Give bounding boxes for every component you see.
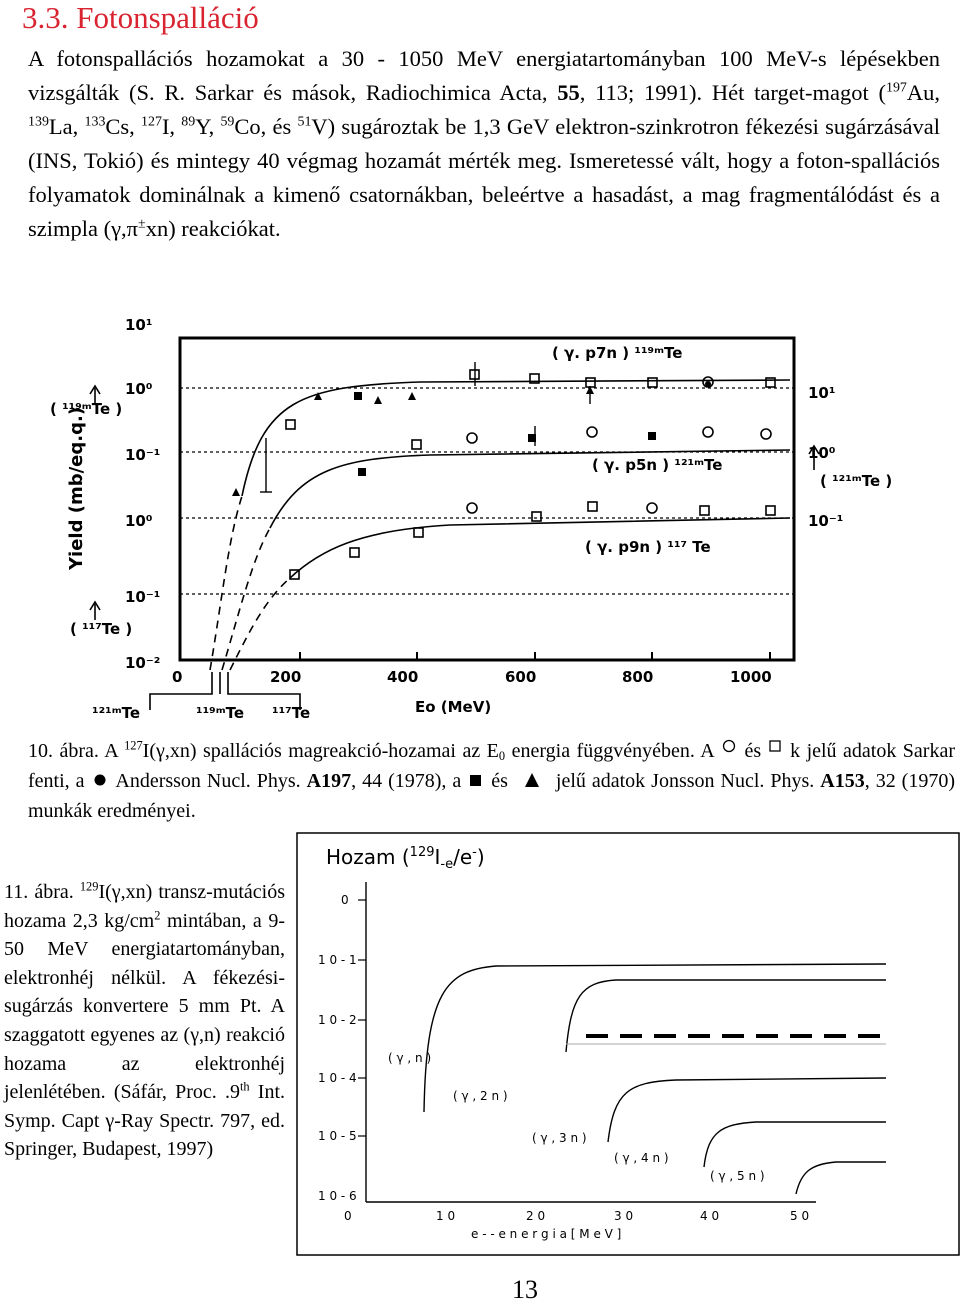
x-tick-label: 1 0 (436, 1209, 456, 1223)
y-tick-label: 10⁰ (808, 444, 836, 462)
x-tick-label: 0 (172, 668, 183, 686)
yield-curve-gamma-2n (566, 980, 886, 1052)
section-number: 3.3. (22, 0, 69, 35)
data-point-square (412, 440, 421, 449)
y-tick-label: 1 0 - 6 (318, 1189, 357, 1203)
x-axis-title: e - - e n e r g i a [ M e V ] (471, 1227, 622, 1241)
y-tick-label: 0 (341, 893, 349, 907)
data-point-circle (703, 427, 713, 437)
yield-curve-gamma-4n (704, 1122, 886, 1167)
superscript: th (239, 1079, 250, 1094)
extrapolation-curve (230, 578, 290, 670)
intro-text: A fotonspallációs hozamokat a 30 - 1050 MeV energiatartományban 100 MeV-s lépésekben vizsgálták (S. R. Sarkar és mások, Radiochimica Acta, (28, 46, 940, 105)
data-point-square (588, 502, 597, 511)
caption-text: , 44 (1978), a (351, 770, 468, 792)
data-point-triangle (374, 396, 382, 404)
mass-number: 127 (124, 738, 143, 753)
data-point-square (648, 378, 657, 387)
caption-text: mintában, a 9-50 MeV energiatartományban, elektronhéj nélkül. A fékezési-sugárzás konvertere 5 mm Pt. A szaggatott egyenes az (γ,n) reakció hozama az elektronhéj jelenlétében. (Sáfár, Proc. .9 (4, 909, 285, 1104)
yield-curve-gamma-3n (608, 1078, 886, 1142)
data-point-square (350, 548, 359, 557)
mass-number: 51 (297, 114, 312, 130)
x-tick-label: 600 (505, 668, 537, 686)
yield-curve-gamma-5n (796, 1162, 886, 1194)
x-tick-label: 2 0 (526, 1209, 546, 1223)
data-point-circle (647, 503, 657, 513)
intro-paragraph (28, 42, 940, 246)
figure-10-caption (28, 736, 955, 826)
figure-11-title: Hozam $(^{129}I_{-e}/e^-)$ (326, 845, 485, 872)
y-tick-label: 10⁰ (125, 512, 153, 530)
left-series-label: ( ¹¹⁷Te ) (70, 620, 133, 638)
data-point-triangle (232, 488, 240, 496)
figure-10 (0, 300, 960, 730)
y-tick-label: 10⁻¹ (125, 446, 161, 464)
fit-curve-te119 (242, 380, 790, 496)
plus-minus-sup: ± (138, 216, 146, 232)
y-tick-label: 1 0 - 1 (318, 953, 357, 967)
y-tick-label: 10⁻¹ (808, 512, 844, 530)
intro-text: xn) reakciókat. (145, 216, 281, 241)
volume-number: A153 (820, 770, 865, 792)
x-axis-title: Eo (MeV) (415, 698, 492, 716)
caption-text: energia függvényében. A (505, 740, 721, 762)
extrapolation-curve (222, 528, 270, 670)
superscript: 2 (154, 907, 161, 922)
section-title: Fotonspalláció (76, 0, 259, 35)
data-point-circle (467, 503, 477, 513)
mass-number: 127 (141, 114, 162, 130)
data-point-square (766, 506, 775, 515)
caption-text: , 32 (1970) munkák eredményei. (28, 770, 955, 822)
mass-number: 129 (79, 879, 99, 894)
caption-text: 10. ábra. A (28, 740, 125, 762)
curve-label: ( γ , 4 n ) (614, 1151, 669, 1165)
x-tick-label: 1000 (730, 668, 772, 686)
x-tick-label: 400 (387, 668, 419, 686)
element: V) (311, 114, 336, 139)
curve-label: ( γ , n ) (388, 1051, 432, 1065)
data-point-triangle (408, 392, 416, 400)
open-square-symbol (768, 739, 784, 753)
caption-text: I(γ,xn) transz-mutációs hozama 2,3 kg/cm (4, 881, 285, 932)
curve-label: ( γ , 5 n ) (710, 1169, 765, 1183)
data-point-filled-square (358, 468, 366, 476)
caption-text: Andersson Nucl. Phys. (110, 770, 307, 792)
y-tick-label: 10¹ (125, 316, 153, 334)
figure-11-caption (4, 878, 285, 1164)
caption-text: és (485, 770, 514, 792)
intro-text: sugároztak be 1,3 GeV elektron-szinkrotron fékezési sugárzásával (INS, Tokió) és mintegy 40 végmag hozamát mérték meg. Ismeretessé vált, hogy a foton-spallációs folyamatok dominálnak a kimenő csatornákban, beleértve a hasadást, a mag fragmentálódást és a szimpla (γ,π (28, 114, 941, 241)
threshold-label: ¹¹⁷Te (272, 704, 311, 722)
mass-number: 59 (220, 114, 235, 130)
x-tick-label: 0 (344, 1209, 352, 1223)
element: Y, (195, 114, 221, 139)
x-tick-label: 4 0 (700, 1209, 720, 1223)
right-series-label: ( ¹²¹ᵐTe ) (820, 472, 893, 490)
filled-triangle-symbol (514, 772, 550, 788)
x-tick-label: 5 0 (790, 1209, 810, 1223)
y-axis-title: Yield (mb/eq.q.) (66, 406, 87, 570)
x-tick-label: 800 (622, 668, 654, 686)
curve-label: ( γ , 3 n ) (532, 1131, 587, 1145)
data-point-filled-square (354, 392, 362, 400)
data-point-filled-circle (705, 381, 711, 387)
series-label: ( γ. p9n ) ¹¹⁷ Te (585, 538, 711, 556)
extrapolation-curve (210, 496, 242, 670)
figure-11 (296, 832, 960, 1256)
data-point-filled-square (648, 432, 656, 440)
element: La, (48, 114, 85, 139)
y-tick-label: 10⁰ (125, 380, 153, 398)
mass-number: 197 (885, 80, 907, 96)
data-point-circle (587, 427, 597, 437)
data-point-square (532, 512, 541, 521)
volume-number: A197 (306, 770, 352, 792)
y-tick-label: 10⁻¹ (125, 588, 161, 606)
data-point-square (700, 506, 709, 515)
data-point-circle (761, 429, 771, 439)
data-point-circle (467, 433, 477, 443)
caption-text: I(γ,xn) spallációs magreakció-hozamai az E (142, 740, 499, 762)
element: Cs, (105, 114, 142, 139)
mass-number: 139 (28, 114, 49, 130)
x-tick-label: 3 0 (614, 1209, 634, 1223)
volume-number: 55 (557, 80, 580, 105)
element: Co, és (234, 114, 298, 139)
y-tick-label: 10⁻² (125, 654, 161, 672)
y-tick-label: 1 0 - 4 (318, 1071, 357, 1085)
x-tick-label: 200 (270, 668, 302, 686)
subscript: 0 (498, 749, 506, 764)
filled-circle-symbol (91, 773, 111, 787)
open-circle-symbol (720, 739, 738, 753)
curve-label: ( γ , 2 n ) (453, 1089, 508, 1103)
caption-text: Int. Symp. Capt γ-Ray Spectr. 797, ed. Springer, Budapest, 1997) (4, 1081, 285, 1161)
y-tick-label: 1 0 - 5 (318, 1129, 357, 1143)
intro-text: , 113; 1991). Hét target-magot ( (579, 80, 886, 105)
caption-text: k jelű adatok Sarkar fenti, a (28, 740, 956, 792)
series-label: ( γ. p7n ) ¹¹⁹ᵐTe (552, 344, 683, 362)
plot-frame (180, 338, 794, 660)
threshold-label: ¹²¹ᵐTe (92, 704, 141, 722)
data-point-square (286, 420, 295, 429)
data-point-square (586, 378, 595, 387)
y-tick-label: 1 0 - 2 (318, 1013, 357, 1027)
page-number: 13 (512, 1275, 538, 1304)
fit-curve-te117 (290, 518, 790, 578)
mass-number: 133 (84, 114, 106, 130)
section-heading (22, 0, 259, 36)
y-tick-label: 10¹ (808, 384, 836, 402)
element: Au, (906, 80, 940, 105)
threshold-label: ¹¹⁹ᵐTe (196, 704, 245, 722)
filled-square-symbol (467, 773, 485, 787)
element: I, (161, 114, 182, 139)
left-series-label: ( ¹¹⁹ᵐTe ) (50, 400, 123, 418)
caption-text: és (738, 740, 768, 762)
series-label: ( γ. p5n ) ¹²¹ᵐTe (592, 456, 723, 474)
data-point-square (414, 528, 423, 537)
caption-text: 11. ábra. (4, 881, 80, 903)
mass-number: 89 (181, 114, 196, 130)
caption-text: jelű adatok Jonsson Nucl. Phys. (549, 770, 821, 792)
